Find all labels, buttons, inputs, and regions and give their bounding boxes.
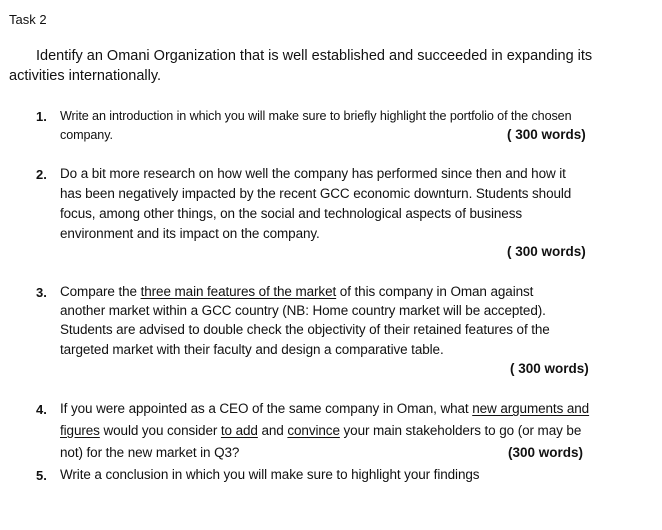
item-4-underlined-figures: figures — [60, 423, 100, 438]
item-2-number: 2. — [36, 167, 47, 182]
item-4-line-3: not) for the new market in Q3? — [60, 445, 240, 460]
item-4-line-2-mid-1: would you consider — [99, 423, 221, 438]
item-4-underlined-new-arguments: new arguments and — [472, 401, 590, 416]
item-4-line-2-post: your main stakeholders to go (or may be — [339, 423, 582, 438]
item-4-number: 4. — [36, 402, 47, 417]
task-intro-line-2: activities internationally. — [9, 68, 162, 84]
item-2-line-2: has been negatively impacted by the recent GCC economic downturn. Students should — [60, 186, 572, 201]
item-4-line-2-mid-2: and — [257, 423, 288, 438]
item-3-line-1-post: of this company in Oman against — [336, 284, 534, 299]
item-4-underlined-to-add: to add — [220, 423, 258, 438]
item-2-line-3: focus, among other things, on the social and technological aspects of business — [60, 206, 522, 221]
item-1-line-2: company. — [60, 128, 113, 142]
item-3-line-1-pre: Compare the — [60, 284, 141, 299]
item-3-number: 3. — [36, 285, 47, 300]
task-intro-line-1: Identify an Omani Organization that is well established and succeeded in expanding its — [36, 48, 593, 64]
item-2-line-4: environment and its impact on the company. — [60, 226, 320, 241]
item-3-line-3: Students are advised to double check the objectivity of their retained features of the — [60, 322, 550, 337]
item-1-line-1: Write an introduction in which you will make sure to briefly highlight the portfolio of the chosen — [60, 109, 572, 123]
item-4-line-2 — [60, 423, 581, 438]
item-4-underlined-convince: convince — [287, 423, 340, 438]
item-1-word-count: ( 300 words) — [507, 127, 586, 142]
item-4-word-count: (300 words) — [508, 445, 584, 460]
item-2-word-count: ( 300 words) — [507, 244, 586, 259]
item-3-word-count: ( 300 words) — [510, 361, 589, 376]
item-4-line-1-pre: If you were appointed as a CEO of the same company in Oman, what — [60, 401, 473, 416]
task-title: Task 2 — [9, 12, 47, 27]
item-4-line-1 — [60, 401, 589, 416]
item-5-number: 5. — [36, 468, 47, 483]
item-1-number: 1. — [36, 109, 47, 124]
item-3-line-2: another market within a GCC country (NB: Home country market will be accepted). — [60, 303, 546, 318]
item-2-line-1: Do a bit more research on how well the company has performed since then and how it — [60, 166, 566, 181]
item-5-line-1: Write a conclusion in which you will make sure to highlight your findings — [60, 467, 480, 482]
item-3-underlined-phrase: three main features of the market — [140, 284, 337, 299]
item-3-line-1 — [60, 284, 533, 299]
item-3-line-4: targeted market with their faculty and design a comparative table. — [60, 342, 444, 357]
